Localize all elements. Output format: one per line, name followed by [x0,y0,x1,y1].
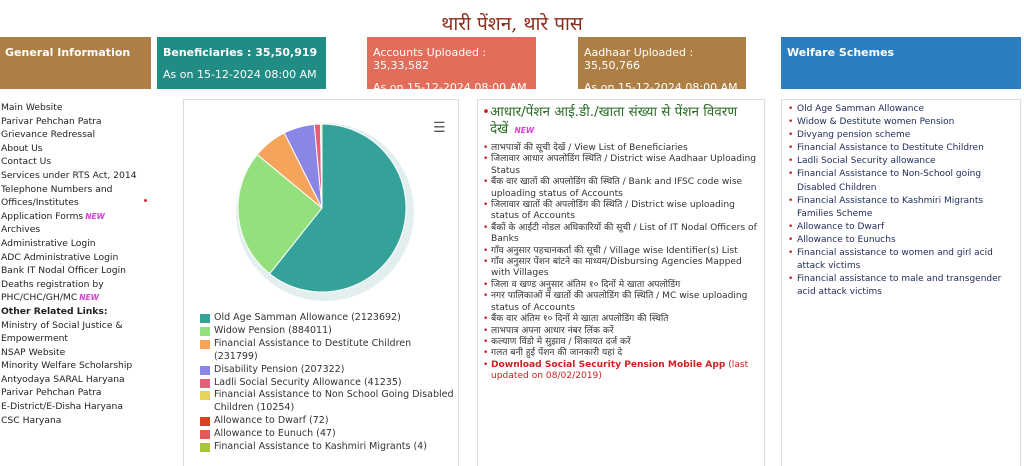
site-title: थारी पेंशन, थारे पास [441,13,583,35]
welfare-scheme-link[interactable]: • Divyang pension scheme [787,129,1016,142]
legend-swatch [200,366,210,375]
left-link[interactable] [1,169,146,183]
left-link[interactable] [1,373,146,387]
accounts-count: Accounts Uploaded : 35,33,582 [373,46,487,72]
pension-link[interactable]: • गाँव अनुसार पेंशन बांटने का माध्यम/Disbursing Agencies Mapped with Villages [482,257,758,280]
pension-link[interactable]: • जिलावार खातों की अपलोडिंग की स्थिति / District wise uploading status of Accounts [482,200,758,223]
legend-swatch [200,417,210,426]
legend-item[interactable] [200,377,456,390]
left-links-list [1,101,146,427]
new-badge: NEW [79,293,99,303]
left-link-label: Minority Welfare Scholarship [1,360,133,372]
pension-details-title[interactable] [482,104,758,139]
legend-item[interactable] [200,312,456,325]
pension-link[interactable]: • गाँव अनुसार पहचानकर्ता की सूची / Village wise Identifier(s) List [482,246,758,257]
welfare-scheme-link[interactable]: • Financial assistance to women and girl acid attack victims [787,247,1016,273]
welfare-scheme-link[interactable]: • Old Age Samman Allowance [787,103,1016,116]
welfare-schemes-list [787,103,1016,299]
chart-legend [200,312,456,454]
left-link[interactable] [1,142,146,156]
legend-label: Old Age Samman Allowance (2123692) [214,312,401,323]
left-link-label: Parivar Pehchan Patra [1,387,102,399]
left-link-label: Application Forms [1,210,84,222]
legend-item[interactable] [200,428,456,441]
pension-link[interactable]: • लाभपात्र अपना आधार नंबर लिंक करें [482,326,758,337]
left-link[interactable] [1,319,146,346]
download-app-link[interactable] [482,360,758,383]
welfare-scheme-link[interactable]: • Allowance to Dwarf [787,221,1016,234]
beneficiaries-date: As on 15-12-2024 08:00 AM [163,68,317,81]
general-information-header: General Information [0,37,151,89]
download-app-label: Download Social Security Pension Mobile App [491,359,726,370]
left-link[interactable] [1,414,146,428]
left-link-label: E-District/E-Disha Haryana [1,401,123,413]
left-link[interactable] [1,115,146,142]
welfare-scheme-link[interactable]: • Financial Assistance to Destitute Children [787,142,1016,155]
beneficiaries-stat-box[interactable] [157,37,326,89]
left-link[interactable] [1,278,146,305]
pension-link[interactable]: • नगर पालिकाओं में खातों की अपलोडिंग की स्थिति / MC wise uploading status of Accounts [482,291,758,314]
accounts-date: As on 15-12-2024 08:00 AM [373,81,527,94]
legend-item[interactable] [200,441,456,454]
left-link[interactable] [1,210,146,224]
legend-swatch [200,430,210,439]
left-link-label: Antyodaya SARAL Haryana [1,373,125,385]
pension-link[interactable]: • बैंक वार खातों की अपलोडिंग की स्थिति / Bank and IFSC code wise uploading status of Accounts [482,177,758,200]
legend-swatch [200,340,210,349]
left-link-label: Ministry of Social Justice & Empowerment [1,319,123,345]
pension-link[interactable]: • बैंकों के आईटी नोडल अधिकारियों की सूची / List of IT Nodal Officers of Banks [482,223,758,246]
beneficiaries-count: Beneficiaries : 35,50,919 [163,46,318,59]
welfare-schemes-header: Welfare Schemes [781,37,1021,89]
left-link-label: Services under RTS Act, 2014 [1,169,137,181]
pension-details-panel [477,99,765,466]
welfare-scheme-link[interactable]: • Allowance to Eunuchs [787,234,1016,247]
left-link-label: About Us [1,142,43,154]
welfare-schemes-panel [781,99,1021,466]
legend-item[interactable] [200,325,456,338]
left-link-label: NSAP Website [1,346,66,358]
legend-item[interactable] [200,415,456,428]
legend-label: Allowance to Dwarf (72) [214,415,329,427]
pie-chart-panel [183,99,459,466]
download-app-note: (last updated on 08/02/2019) [491,359,749,382]
menu-icon[interactable]: ☰ [433,120,446,136]
left-link[interactable] [1,359,146,373]
pension-link[interactable]: • गलत बनी हुई पेंशन की जानकारी यहां दे [482,348,758,359]
left-link-label: Archives [1,224,41,236]
legend-item[interactable] [200,364,456,377]
legend-label: Financial Assistance to Destitute Children (231799) [214,337,412,362]
pension-link[interactable]: • जिलावार आधार अपलोडिंग स्थिति / District wise Aadhaar Uploading Status [482,154,758,177]
left-link[interactable] [1,183,146,210]
welfare-scheme-link[interactable]: • Financial assistance to male and transgender acid attack victims [787,273,1016,299]
left-link-label: Bank IT Nodal Officer Login [1,265,126,277]
left-link[interactable] [1,155,146,169]
legend-item[interactable] [200,338,456,364]
legend-label: Widow Pension (884011) [214,324,332,336]
left-link-label: Contact Us [1,156,52,168]
left-link[interactable] [1,400,146,414]
pension-link[interactable]: • कल्याण विंडो मे सुझाव / शिकायत दर्ज करें [482,337,758,348]
legend-label: Financial Assistance to Non School Going Disabled Children (10254) [214,389,454,414]
legend-swatch [200,391,210,400]
pension-link[interactable]: • लाभपात्रों की सूची देखें / View List of Beneficiaries [482,143,758,154]
aadhaar-count: Aadhaar Uploaded : 35,50,766 [584,46,694,72]
left-link[interactable] [1,386,146,400]
legend-label: Allowance to Eunuch (47) [214,428,336,440]
legend-swatch [200,379,210,388]
new-badge: NEW [85,211,105,221]
left-link-label: CSC Haryana [1,414,62,426]
left-link-label: Telephone Numbers and Offices/Institutes [1,183,113,209]
aadhaar-date: As on 15-12-2024 08:00 AM [584,81,738,94]
aadhaar-stat-box[interactable] [578,37,746,94]
pension-link[interactable]: • जिला व खण्ड अनुसार अंतिम १० दिनों मे खाता अपलोडिंग [482,280,758,291]
left-link[interactable] [1,346,146,360]
accounts-stat-box[interactable] [367,37,536,94]
left-link-label: Parivar Pehchan Patra Grievance Redressal [1,115,102,141]
pension-details-title-text: आधार/पेंशन आई.डी./खाता संख्या से पेंशन विवरण देखें [490,104,738,137]
decorative-dot [144,199,147,202]
welfare-scheme-link[interactable]: • Financial Assistance to Non-School going Disabled Children [787,168,1016,194]
pension-link[interactable]: • बैंक वार अंतिम १० दिनों मे खाता अपलोडिंग की स्थिति [482,314,758,325]
left-link[interactable] [1,101,146,115]
legend-label: Financial Assistance to Kashmiri Migrants (4) [214,441,427,453]
legend-swatch [200,314,210,323]
left-link[interactable] [1,264,146,278]
pension-links-list [482,143,758,383]
left-link[interactable] [1,237,146,251]
left-link[interactable] [1,251,146,265]
left-link-label: Main Website [1,102,63,113]
legend-swatch [200,327,210,336]
legend-label: Ladli Social Security Allowance (41235) [214,376,402,388]
other-links-header [1,305,146,319]
left-link-label: Deaths registration by PHC/CHC/GH/MC [1,278,104,304]
left-link-label: Administrative Login [1,237,96,249]
left-link-label: Other Related Links: [1,305,108,317]
legend-item[interactable] [200,389,456,415]
new-badge: NEW [514,126,535,135]
legend-label: Disability Pension (207322) [214,363,345,375]
welfare-scheme-link[interactable]: • Financial Assistance to Kashmiri Migrants Families Scheme [787,195,1016,221]
left-link-label: ADC Administrative Login [1,251,119,263]
welfare-scheme-link[interactable]: • Ladli Social Security allowance [787,155,1016,168]
left-link[interactable] [1,223,146,237]
legend-swatch [200,443,210,452]
pie-chart [184,100,460,310]
welfare-scheme-link[interactable]: • Widow & Destitute women Pension [787,116,1016,129]
